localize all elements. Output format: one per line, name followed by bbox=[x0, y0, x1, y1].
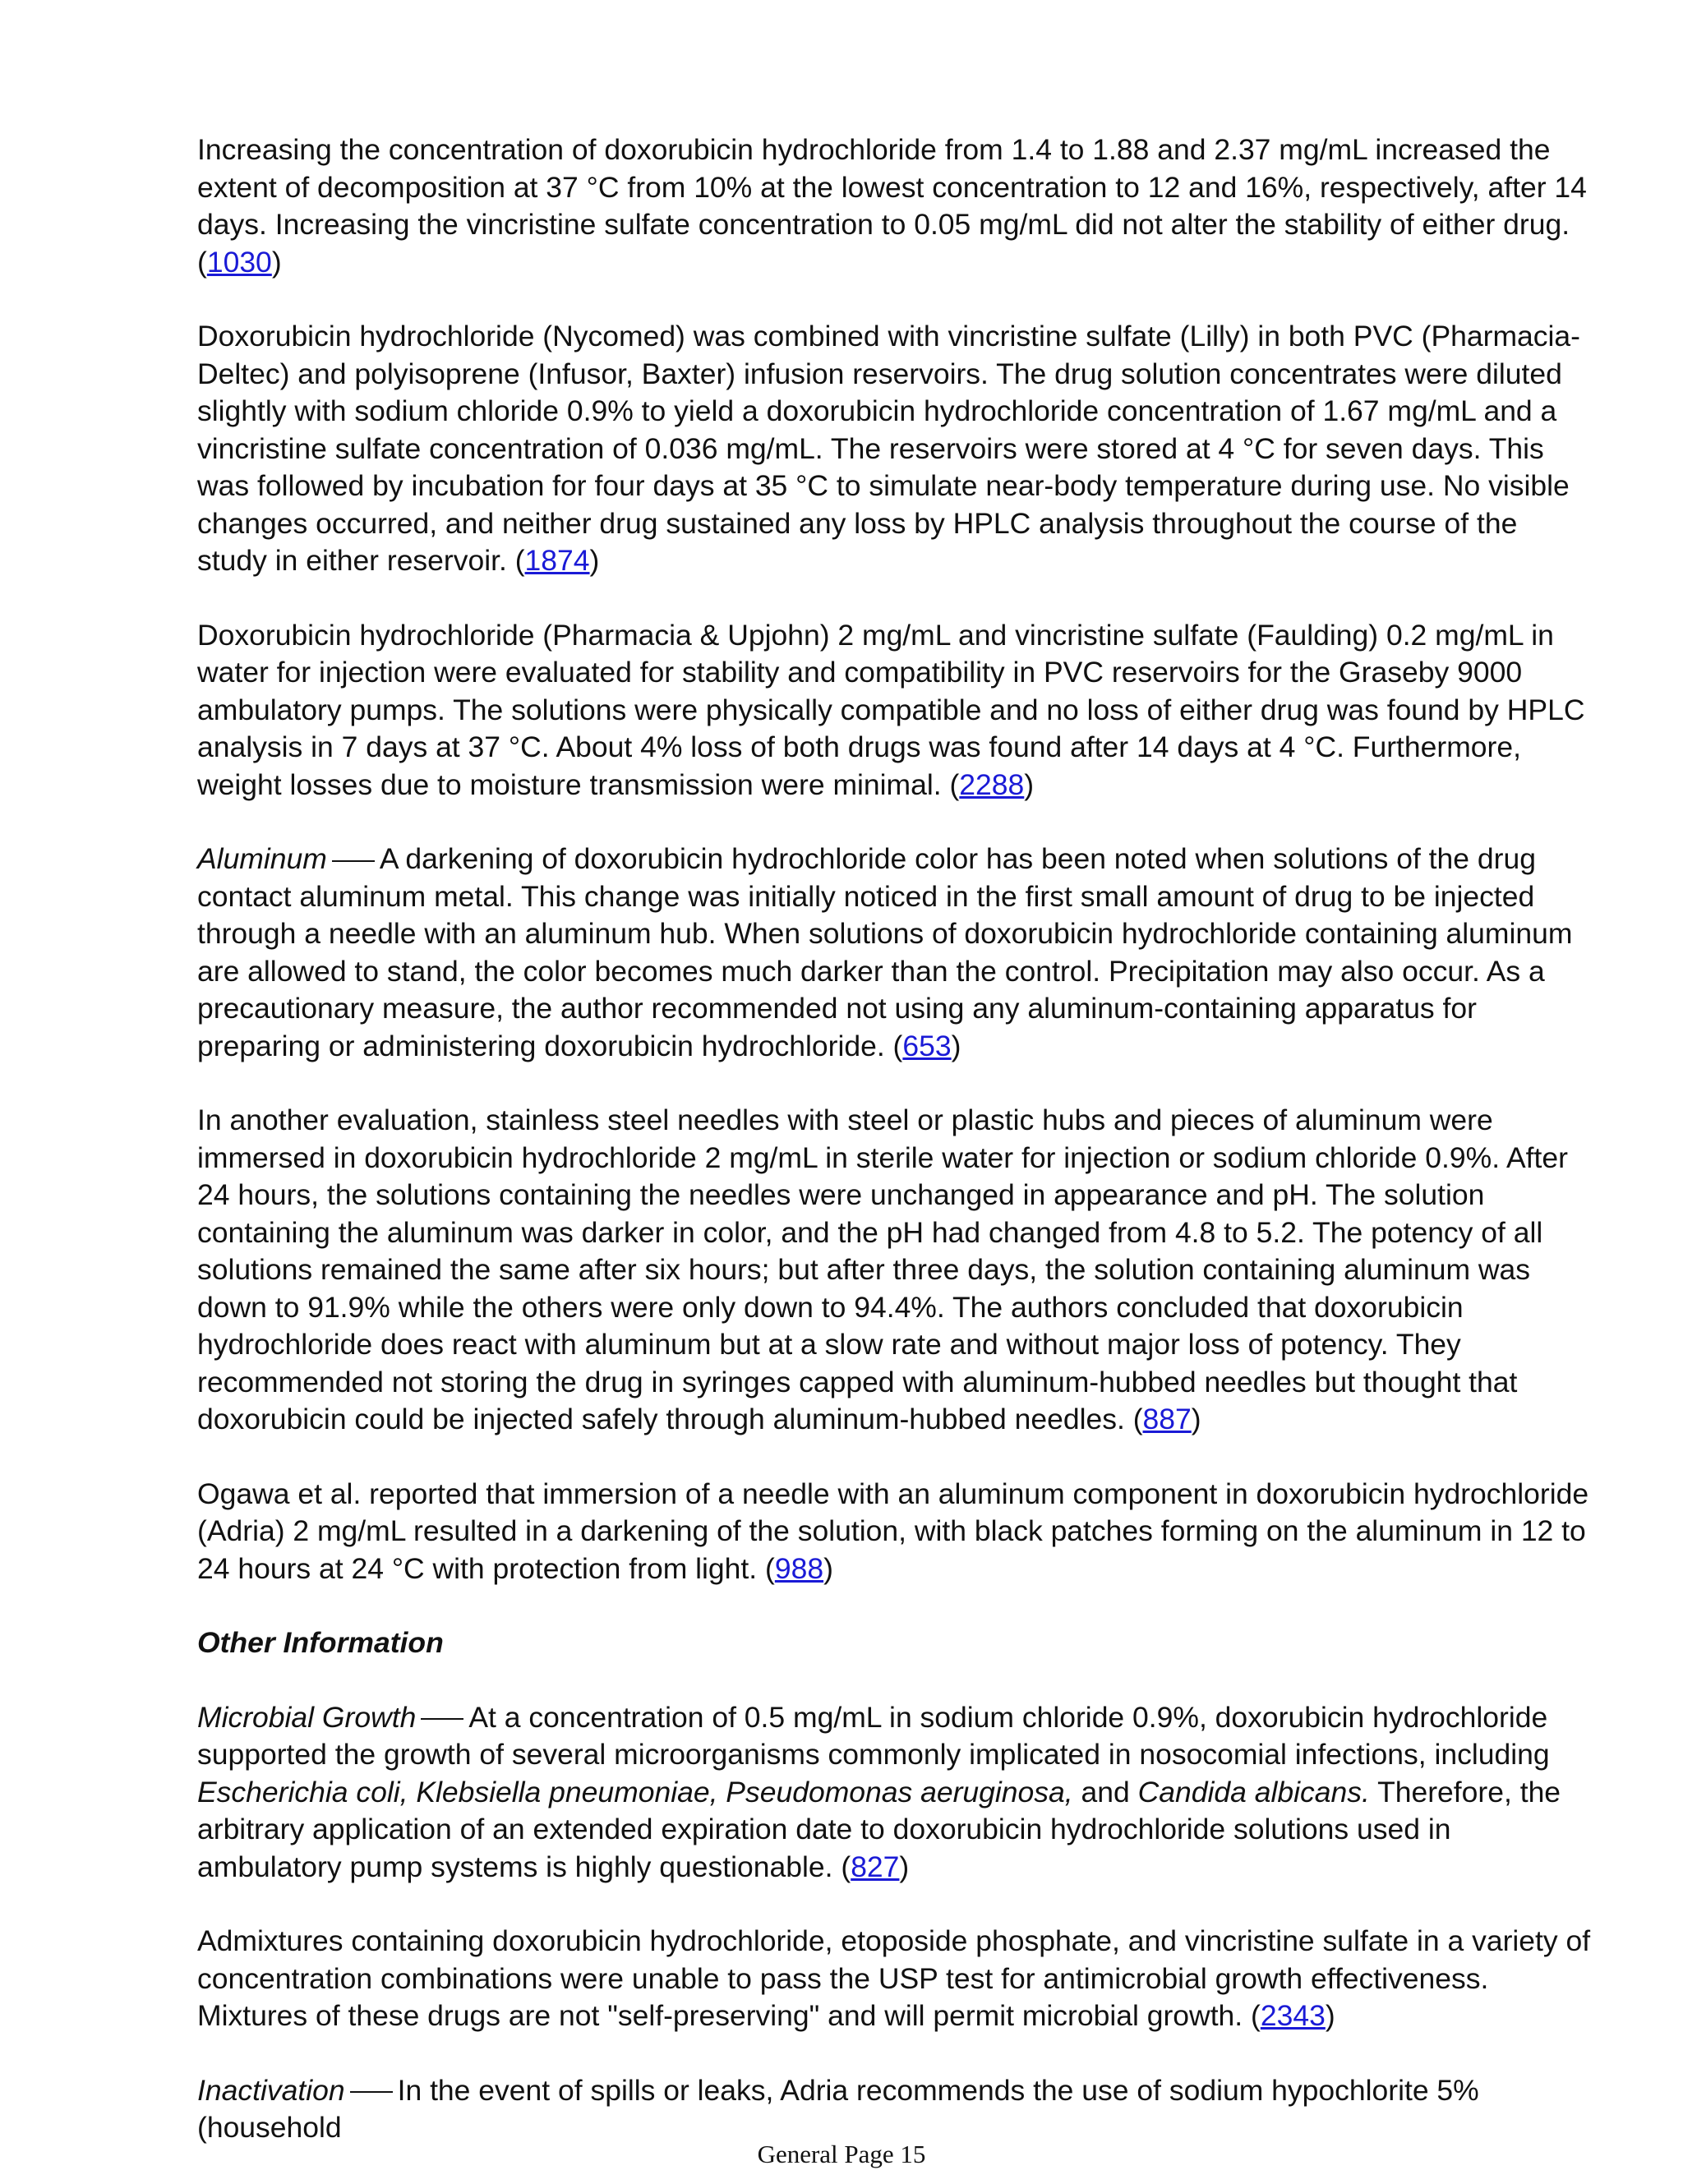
em-dash-divider bbox=[332, 860, 375, 862]
organism-names: Escherichia coli, Klebsiella pneumoniae, Pseudomonas aeruginosa, bbox=[197, 1775, 1073, 1808]
paragraph-nycomed-reservoirs: Doxorubicin hydrochloride (Nycomed) was combined with vincristine sulfate (Lilly) in both PVC (Pharmacia-Deltec) and polyisoprene (Infusor, Baxter) infusion reservoirs. The drug solution concentrates were diluted slightly with sodium chloride 0.9% to yield a doxorubicin hydrochloride concentration of 1.67 mg/mL and a vincristine sulfate concentration of 0.036 mg/mL. The reservoirs were stored at 4 °C for seven days. This was followed by incubation for four days at 35 °C to simulate near-body temperature during use. No visible changes occurred, and neither drug sustained any loss by HPLC analysis throughout the course of the study in either reservoir. (1874) bbox=[197, 320, 1580, 577]
em-dash-divider bbox=[350, 2091, 393, 2093]
reference-link-1874[interactable]: 1874 bbox=[524, 544, 590, 577]
paragraph-stainless-needles: In another evaluation, stainless steel needles with steel or plastic hubs and pieces of aluminum were immersed in doxorubicin hydrochloride 2 mg/mL in sterile water for injection or sodium chloride 0.9%. After 24 hours, the solutions containing the needles were unchanged in appearance and pH. The solution containing the aluminum was darker in color, and the pH had changed from 4.8 to 5.2. The potency of all solutions remained the same after six hours; but after three days, the solution containing aluminum was down to 91.9% while the others were only down to 94.4%. The authors concluded that doxorubicin hydrochloride does react with aluminum but at a slow rate and without major loss of potency. They recommended not storing the drug in syringes capped with aluminum-hubbed needles but thought that doxorubicin could be injected safely through aluminum-hubbed needles. (887) bbox=[197, 1104, 1568, 1435]
term-microbial-growth: Microbial Growth bbox=[197, 1700, 417, 1734]
term-aluminum: Aluminum bbox=[197, 842, 327, 875]
paragraph-admixtures: Admixtures containing doxorubicin hydrochloride, etoposide phosphate, and vincristine sulfate in a variety of concentration combinations were unable to pass the USP test for antimicrobial growth effectiveness. Mixtures of these drugs are not "self-preserving" and will permit microbial growth. (2343) bbox=[197, 1924, 1591, 2032]
paragraph-microbial-growth: Microbial Growth At a concentration of 0.5 mg/mL in sodium chloride 0.9%, doxorubicin hydrochloride supported the growth of several microorganisms commonly implicated in nosocomial infections, including Escherichia coli, Klebsiella pneumoniae, Pseudomonas aeruginosa, and Candida albicans. Therefore, the arbitrary application of an extended expiration date to doxorubicin hydrochloride solutions used in ambulatory pump systems is highly questionable. (827) bbox=[197, 1700, 1561, 1883]
paragraph-ogawa: Ogawa et al. reported that immersion of a needle with an aluminum component in doxorubicin hydrochloride (Adria) 2 mg/mL resulted in a darkening of the solution, with black patches forming on the aluminum in 12 to 24 hours at 24 °C with protection from light. (988) bbox=[197, 1477, 1589, 1585]
document-body bbox=[197, 131, 1594, 2184]
reference-link-887[interactable]: 887 bbox=[1142, 1403, 1192, 1435]
organism-name-candida: Candida albicans. bbox=[1137, 1775, 1370, 1808]
reference-link-827[interactable]: 827 bbox=[851, 1850, 900, 1883]
paragraph-graseby-pumps: Doxorubicin hydrochloride (Pharmacia & Upjohn) 2 mg/mL and vincristine sulfate (Faulding) 0.2 mg/mL in water for injection were evaluated for stability and compatibility in PVC reservoirs for the Graseby 9000 ambulatory pumps. The solutions were physically compatible and no loss of either drug was found by HPLC analysis in 7 days at 37 °C. About 4% loss of both drugs was found after 14 days at 4 °C. Furthermore, weight losses due to moisture transmission were minimal. (2288) bbox=[197, 618, 1585, 801]
em-dash-divider bbox=[421, 1718, 463, 1720]
reference-link-988[interactable]: 988 bbox=[774, 1551, 824, 1585]
page-footer: General Page 15 bbox=[757, 2140, 926, 2168]
reference-link-1030[interactable]: 1030 bbox=[206, 245, 272, 279]
paragraph-aluminum: Aluminum A darkening of doxorubicin hydrochloride color has been noted when solutions of the drug contact aluminum metal. This change was initially noticed in the first small amount of drug to be injected through a needle with an aluminum hub. When solutions of doxorubicin hydrochloride containing aluminum are allowed to stand, the color becomes much darker than the control. Precipitation may also occur. As a precautionary measure, the author recommended not using any aluminum-containing apparatus for preparing or administering doxorubicin hydrochloride. (653) bbox=[197, 842, 1573, 1062]
paragraph-concentration-stability: Increasing the concentration of doxorubicin hydrochloride from 1.4 to 1.88 and 2.37 mg/mL increased the extent of decomposition at 37 °C from 10% at the lowest concentration to 12 and 16%, respectively, after 14 days. Increasing the vincristine sulfate concentration to 0.05 mg/mL did not alter the stability of either drug. (1030) bbox=[197, 133, 1587, 279]
reference-link-653[interactable]: 653 bbox=[902, 1029, 952, 1062]
term-inactivation: Inactivation bbox=[197, 2073, 345, 2107]
reference-link-2288[interactable]: 2288 bbox=[959, 767, 1025, 801]
reference-link-2343[interactable]: 2343 bbox=[1260, 1999, 1326, 2032]
paragraph-inactivation: Inactivation In the event of spills or leaks, Adria recommends the use of sodium hypochlorite 5% (household bbox=[197, 2073, 1479, 2144]
section-heading-other-information: Other Information bbox=[197, 1626, 444, 1659]
